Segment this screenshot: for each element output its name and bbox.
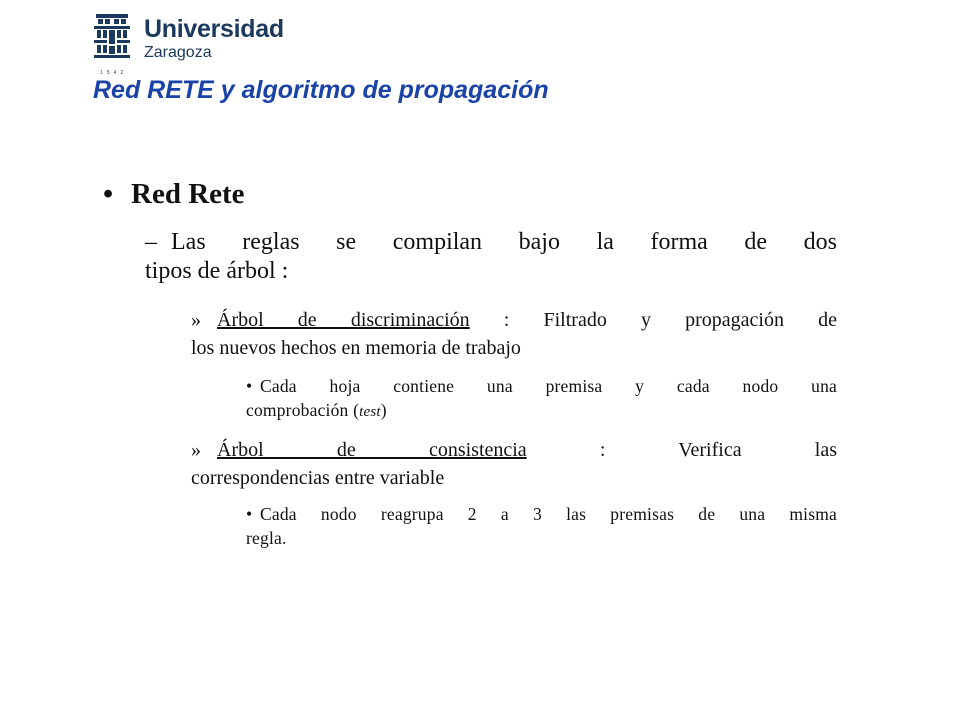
dash-marker: – — [145, 229, 157, 255]
university-name: Universidad — [144, 15, 284, 43]
item-term: Árbol de consistencia — [217, 439, 527, 461]
sub-bullet-node-grouping — [246, 502, 837, 550]
bullet-level1-text: Red Rete — [131, 178, 245, 210]
bullet-marker: • — [103, 178, 114, 210]
sub-bullet-line1: Cada hoja contiene una premisa y cada nodo una — [260, 376, 837, 396]
item-rest: : Verifica las — [526, 439, 837, 461]
item-line2: los nuevos hechos en memoria de trabajo — [191, 337, 521, 359]
sub-bullet-line2-suffix: ) — [380, 400, 387, 420]
item-term: Árbol de discriminación — [217, 309, 470, 331]
university-city: Zaragoza — [144, 44, 212, 61]
level2-line2: tipos de árbol : — [145, 258, 289, 284]
sub-bullet-line2: regla. — [246, 528, 287, 548]
item-discrimination-tree — [191, 306, 837, 362]
sub-bullet-leaf-premise — [246, 374, 837, 424]
item-consistency-tree — [191, 436, 837, 492]
item-marker: » — [191, 309, 201, 331]
sub-bullet-marker: • — [246, 504, 253, 524]
bullet-level1 — [103, 174, 803, 214]
logo-year: 1542 — [100, 70, 128, 76]
item-line2: correspondencias entre variable — [191, 467, 445, 489]
bullet-level2 — [145, 228, 837, 286]
sub-bullet-line1: Cada nodo reagrupa 2 a 3 las premisas de una misma — [260, 504, 837, 524]
sub-bullet-marker: • — [246, 376, 253, 396]
item-marker: » — [191, 439, 201, 461]
sub-bullet-line2-prefix: comprobación ( — [246, 400, 360, 420]
item-rest: : Filtrado y propagación de — [469, 309, 837, 331]
level2-line1: Las reglas se compilan bajo la forma de dos — [171, 229, 837, 255]
slide-title: Red RETE y algoritmo de propagación — [93, 76, 549, 104]
sub-bullet-line2-italic: test — [359, 404, 381, 420]
